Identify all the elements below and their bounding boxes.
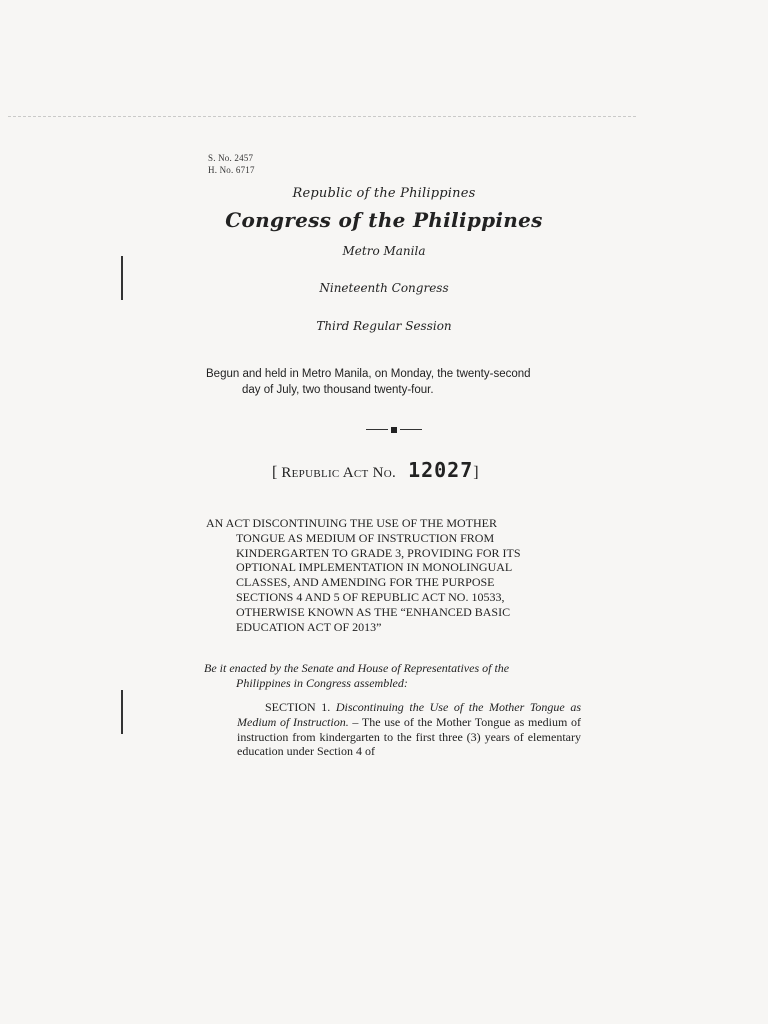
act-title-line: OPTIONAL IMPLEMENTATION IN MONOLINGUAL	[236, 560, 513, 575]
location-heading: Metro Manila	[342, 244, 426, 258]
begun-line-2: day of July, two thousand twenty-four.	[242, 384, 434, 396]
open-bracket: [	[272, 464, 278, 481]
close-bracket: ]	[473, 464, 479, 481]
divider-ornament	[366, 427, 422, 433]
house-bill-number: H. No. 6717	[208, 165, 255, 175]
ornament-line-left	[366, 429, 388, 430]
begun-statement	[206, 366, 586, 398]
ornament-square	[391, 427, 397, 433]
session-heading: Third Regular Session	[316, 319, 452, 333]
republic-act-number-row	[272, 458, 479, 482]
act-title-line: KINDERGARTEN TO GRADE 3, PROVIDING FOR ITS	[236, 545, 521, 560]
act-title-line: SECTIONS 4 AND 5 OF REPUBLIC ACT NO. 10533,	[236, 589, 505, 604]
section-1	[237, 700, 581, 759]
senate-bill-number: S. No. 2457	[208, 153, 254, 163]
republic-heading: Republic of the Philippines	[292, 186, 476, 201]
republic-act-label: Republic Act No.	[281, 465, 397, 481]
enacting-line-2: Philippines in Congress assembled:	[236, 676, 408, 690]
act-title	[206, 516, 586, 634]
enacting-line-1: Be it enacted by the Senate and House of Representatives of the	[204, 661, 510, 675]
section-1-text: – The use of the Mother Tongue as medium of instruction from kindergarten to the first three (3) years of elementary education under Section 4 of	[237, 714, 581, 759]
act-title-line: AN ACT DISCONTINUING THE USE OF THE MOTHER	[206, 516, 498, 530]
act-title-line: OTHERWISE KNOWN AS THE “ENHANCED BASIC	[236, 604, 511, 619]
margin-mark	[121, 690, 123, 734]
act-title-line: CLASSES, AND AMENDING FOR THE PURPOSE	[236, 575, 495, 590]
republic-act-number: 12027	[408, 458, 474, 482]
act-title-line: EDUCATION ACT OF 2013”	[236, 619, 382, 634]
scan-artifact-line	[8, 116, 636, 117]
act-title-line: TONGUE AS MEDIUM OF INSTRUCTION FROM	[236, 530, 495, 545]
section-1-label: SECTION 1.	[265, 700, 331, 714]
begun-line-1: Begun and held in Metro Manila, on Monday, the twenty-second	[206, 368, 531, 380]
enacting-clause	[204, 661, 589, 691]
ornament-line-right	[400, 429, 422, 430]
congress-heading: Congress of the Philippines	[225, 208, 543, 232]
congress-number-heading: Nineteenth Congress	[319, 281, 449, 295]
section-1-heading: Discontinuing the Use of the Mother Tongue as Medium of Instruction.	[237, 700, 581, 729]
